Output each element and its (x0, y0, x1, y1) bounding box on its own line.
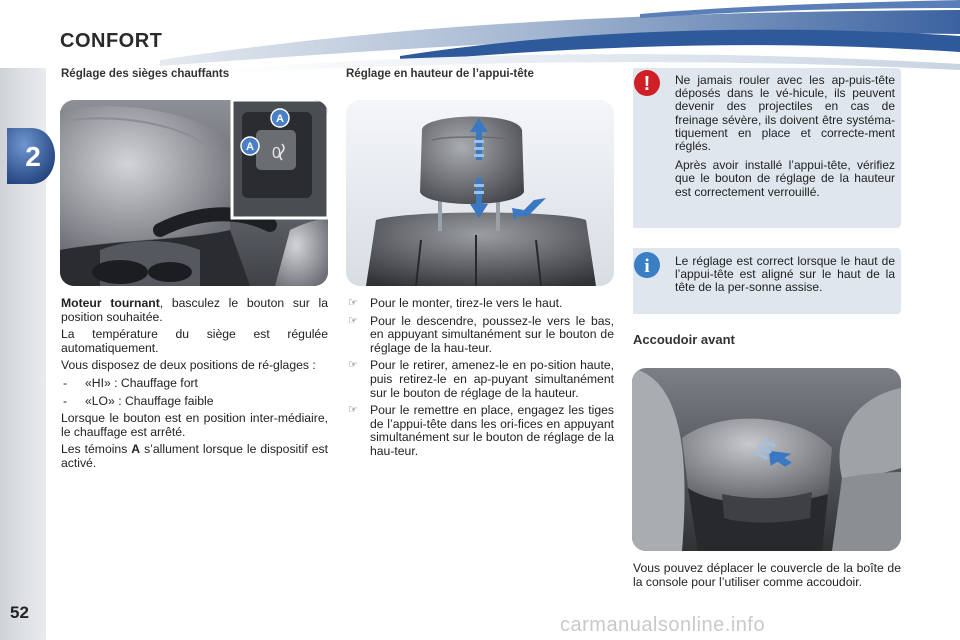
heated-seats-para5 (61, 443, 328, 470)
armrest-text: Vous pouvez déplacer le couvercle de la boîte de la console pour l’utiliser comme accoudoir. (633, 561, 901, 589)
page-number: 52 (10, 603, 29, 622)
warning-text (675, 74, 895, 205)
heated-seats-para1-rest: , basculez le bouton sur la position souhaitée. (61, 296, 328, 324)
heated-seats-para2: La température du siège est régulée automatiquement. (61, 327, 328, 355)
heated-seats-heading: Réglage des sièges chauffants (61, 68, 230, 80)
heated-seats-para1 (61, 297, 328, 324)
bullet-text: Pour le descendre, poussez-le vers le bas, en appuyant simultanément sur le bouton de réglage de la hau-teur. (370, 313, 614, 355)
bullet-text: Pour le retirer, amenez-le en po-sition haute, puis retirez-le en ap-puyant simultanément sur le bouton de réglage de la hauteur. (370, 358, 614, 400)
header-swoosh-decoration (160, 0, 960, 78)
para5-end: s’allument lorsque le dispositif est activé. (61, 442, 328, 470)
chapter-badge (7, 128, 55, 184)
watermark-text: carmanualsonline.info (560, 614, 766, 636)
option-dash: - (63, 393, 68, 408)
option-item (61, 395, 328, 409)
armrest-photo (632, 368, 901, 551)
list-item (346, 359, 614, 400)
heated-seats-para3: Vous disposez de deux positions de ré-glages : (61, 358, 316, 373)
bullet-text: Pour le monter, tirez-le vers le haut. (370, 296, 563, 310)
armrest-heading: Accoudoir avant (633, 332, 735, 347)
warning-para1: Ne jamais rouler avec les ap-puis-tête déposés dans le vé-hicule, ils peuvent devenir des projectiles en cas de freinage sévère, ils doivent être systéma-tiquement en place et correcte-ment réglés. (675, 73, 895, 154)
heater-knob-label: 0 (272, 145, 281, 162)
headrest-heading: Réglage en hauteur de l’appui-tête (346, 68, 534, 80)
list-item (346, 404, 614, 458)
pointing-hand-icon: ☞ (348, 359, 358, 372)
para5-start: Les témoins (61, 442, 132, 457)
warning-glyph: ! (643, 73, 651, 95)
info-icon (633, 250, 661, 280)
option-text: «HI» : Chauffage fort (85, 375, 198, 390)
option-item (61, 377, 328, 391)
para5-indicator-a: A (131, 442, 141, 457)
pointing-hand-icon: ☞ (348, 404, 358, 417)
heated-seat-photo (60, 100, 328, 286)
list-item (346, 297, 614, 311)
indicator-a-label-left: A (246, 141, 254, 153)
option-text: «LO» : Chauffage faible (85, 393, 214, 408)
pointing-hand-icon: ☞ (348, 314, 358, 327)
pointing-hand-icon: ☞ (348, 297, 358, 309)
warning-para2: Après avoir installé l’appui-tête, vérifiez que le bouton de réglage de la hauteur est correctement verrouillé. (675, 158, 895, 199)
option-dash: - (63, 375, 68, 390)
headrest-text (346, 297, 614, 463)
bullet-text: Pour le remettre en place, engagez les tiges de l’appui-tête dans les ori-fices en appuyant simultanément sur le bouton de réglage de la hau-teur. (370, 403, 614, 458)
indicator-a-label-top: A (276, 113, 284, 125)
warning-icon (633, 68, 661, 98)
info-text: Le réglage est correct lorsque le haut de l’appui-tête est aligné sur le haut de la tête de la per-sonne assise. (675, 254, 895, 295)
engine-running-label: Moteur tournant (61, 296, 160, 310)
heated-seats-text (61, 297, 328, 475)
headrest-photo (346, 100, 614, 286)
chapter-number: 2 (25, 141, 41, 172)
page-title: CONFORT (60, 30, 163, 52)
info-glyph: i (644, 256, 650, 277)
heated-seats-para4: Lorsque le bouton est en position inter-médiaire, le chauffage est arrêté. (61, 411, 328, 439)
list-item (346, 315, 614, 356)
